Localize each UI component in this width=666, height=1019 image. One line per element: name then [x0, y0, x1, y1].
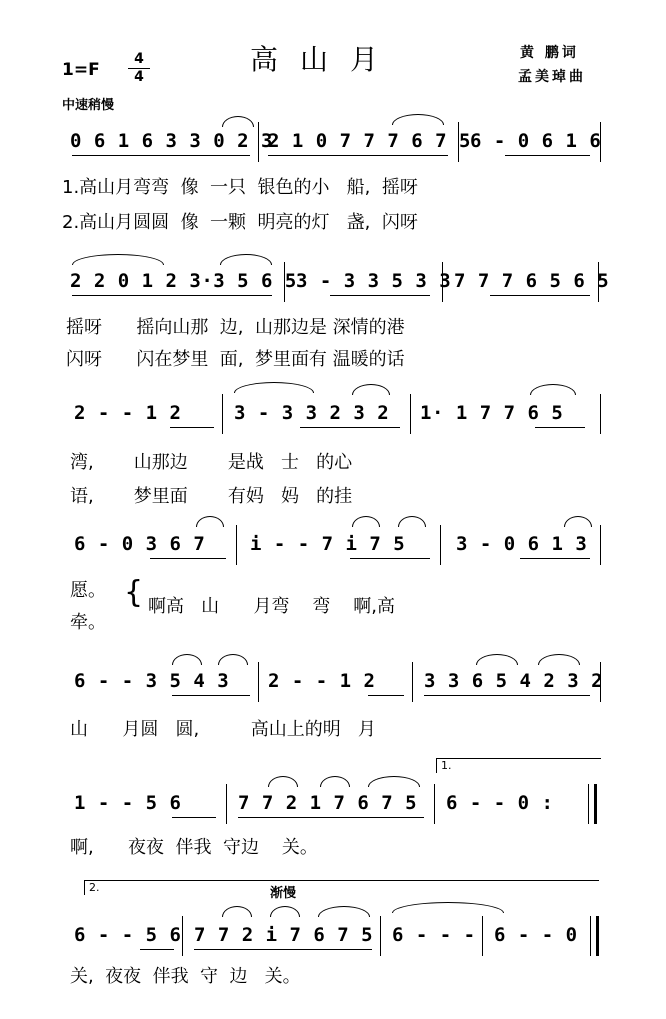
- barline: [598, 262, 599, 302]
- row4-measure1-notes: 6 - 0 3 6 7: [74, 533, 206, 555]
- beam-underline: [170, 427, 214, 428]
- row7-measure2-notes: 7 7 2 i 7 6 7 5: [194, 924, 374, 946]
- row1-measure1-notes: 0 6 1 6 3 3 0 2 3: [70, 130, 273, 152]
- row3-measure3-notes: 1· 1 7 7 6 5: [420, 402, 564, 424]
- first-ending-bracket: 1.: [436, 758, 601, 773]
- ritardando-marking: 渐慢: [270, 886, 297, 901]
- refrain-brace: {: [124, 575, 144, 610]
- row3-measure2-notes: 3 - 3 3 2 3 2: [234, 402, 390, 424]
- tie: [392, 902, 504, 913]
- barline: [236, 525, 237, 565]
- final-barline: [590, 916, 591, 956]
- barline: [600, 525, 601, 565]
- row4-measure2-notes: i - - 7 i 7 5: [250, 533, 406, 555]
- slur: [530, 384, 576, 395]
- row5-lyric: 山 月圆 圆, 高山上的明 月: [70, 719, 376, 740]
- beam-underline: [150, 558, 226, 559]
- barline: [600, 122, 601, 162]
- beam-underline: [520, 558, 590, 559]
- barline: [284, 262, 285, 302]
- beam-underline: [72, 295, 272, 296]
- beam-underline: [268, 155, 448, 156]
- row1-lyric-verse1: 1.高山月弯弯 像 一只 银色的小 船, 摇呀: [62, 177, 418, 198]
- tempo-marking: 中速稍慢: [62, 98, 115, 113]
- row2-measure3-notes: 7 7 7 6 5 6 5: [454, 270, 610, 292]
- beam-underline: [350, 558, 430, 559]
- beam-underline: [72, 155, 250, 156]
- repeat-barline: [588, 784, 589, 824]
- slur: [398, 516, 426, 527]
- barline: [380, 916, 381, 956]
- row7-lyric: 关, 夜夜 伴我 守 边 关。: [70, 966, 301, 987]
- meter-top: 4: [134, 51, 144, 67]
- row5-measure1-notes: 6 - - 3 5 4 3: [74, 670, 230, 692]
- slur: [196, 516, 224, 527]
- beam-underline: [490, 295, 590, 296]
- slur: [222, 906, 252, 917]
- meter-bottom: 4: [134, 69, 144, 85]
- slur: [352, 384, 390, 395]
- row6-lyric: 啊, 夜夜 伴我 守边 关。: [70, 837, 318, 858]
- beam-underline: [300, 427, 400, 428]
- barline: [600, 662, 601, 702]
- row5-measure3-notes: 3 3 6 5 4 2 3 2: [424, 670, 604, 692]
- barline: [258, 662, 259, 702]
- beam-underline: [330, 295, 430, 296]
- barline: [482, 916, 483, 956]
- barline: [458, 122, 459, 162]
- beam-underline: [535, 427, 585, 428]
- slur: [476, 654, 518, 665]
- slur: [172, 654, 202, 665]
- beam-underline: [140, 949, 174, 950]
- row3-lyric-verse1: 湾, 山那边 是战 士 的心: [70, 452, 353, 473]
- barline: [182, 916, 183, 956]
- barline: [222, 394, 223, 434]
- key-signature: 1=F: [62, 60, 100, 80]
- row7-measure3-notes: 6 - - -: [392, 924, 476, 946]
- lyricist-credit: 黄 鹏词: [520, 45, 579, 61]
- composer-credit: 孟美琸曲: [518, 69, 586, 85]
- row1-measure3-notes: 6 - 0 6 1 6: [470, 130, 602, 152]
- row4-lyric-verse2: 牵。: [70, 612, 106, 633]
- slur: [320, 776, 350, 787]
- row6-measure3-notes: 6 - - 0 :: [446, 792, 554, 814]
- row2-lyric-verse1: 摇呀 摇向山那 边, 山那边是 深情的港: [66, 317, 405, 338]
- beam-underline: [194, 949, 372, 950]
- row4-lyric-verse1: 愿。: [70, 580, 106, 601]
- row6-measure2-notes: 7 7 2 1 7 6 7 5: [238, 792, 418, 814]
- slur: [392, 114, 444, 125]
- row5-measure2-notes: 2 - - 1 2: [268, 670, 376, 692]
- final-barline-thick: [596, 916, 599, 956]
- barline: [412, 662, 413, 702]
- barline: [440, 525, 441, 565]
- row2-measure1-notes: 2 2 0 1 2 3·3 5 6 5: [70, 270, 297, 292]
- row7-measure4-notes: 6 - - 0: [494, 924, 578, 946]
- barline: [600, 394, 601, 434]
- row2-measure2-notes: 3 - 3 3 5 3 3: [296, 270, 452, 292]
- barline: [442, 262, 443, 302]
- slur: [218, 654, 248, 665]
- repeat-barline-thick: [594, 784, 597, 824]
- barline: [434, 784, 435, 824]
- time-signature: [128, 52, 150, 85]
- slur: [352, 516, 380, 527]
- row4-refrain-lyric: 啊高 山 月弯 弯 啊,高: [148, 596, 395, 617]
- barline: [258, 122, 259, 162]
- row7-measure1-notes: 6 - - 5 6: [74, 924, 182, 946]
- slur: [220, 254, 272, 265]
- row3-lyric-verse2: 语, 梦里面 有妈 妈 的挂: [70, 486, 353, 507]
- barline: [226, 784, 227, 824]
- slur: [234, 382, 314, 393]
- beam-underline: [505, 155, 590, 156]
- slur: [270, 906, 300, 917]
- row6-measure1-notes: 1 - - 5 6: [74, 792, 182, 814]
- second-ending-bracket: 2.: [84, 880, 599, 895]
- beam-underline: [238, 817, 424, 818]
- barline: [410, 394, 411, 434]
- slur: [564, 516, 592, 527]
- beam-underline: [424, 695, 590, 696]
- beam-underline: [368, 695, 404, 696]
- slur: [318, 906, 370, 917]
- beam-underline: [172, 695, 250, 696]
- song-title: 高山月: [250, 43, 401, 76]
- slur: [538, 654, 580, 665]
- row4-measure3-notes: 3 - 0 6 1 3: [456, 533, 588, 555]
- slur: [368, 776, 420, 787]
- row1-measure2-notes: 2 1 0 7 7 7 6 7 5: [268, 130, 471, 152]
- slur: [268, 776, 298, 787]
- beam-underline: [172, 817, 216, 818]
- row1-lyric-verse2: 2.高山月圆圆 像 一颗 明亮的灯 盏, 闪呀: [62, 212, 418, 233]
- row2-lyric-verse2: 闪呀 闪在梦里 面, 梦里面有 温暖的话: [66, 349, 405, 370]
- slur: [72, 254, 164, 265]
- slur: [222, 116, 254, 127]
- row3-measure1-notes: 2 - - 1 2: [74, 402, 182, 424]
